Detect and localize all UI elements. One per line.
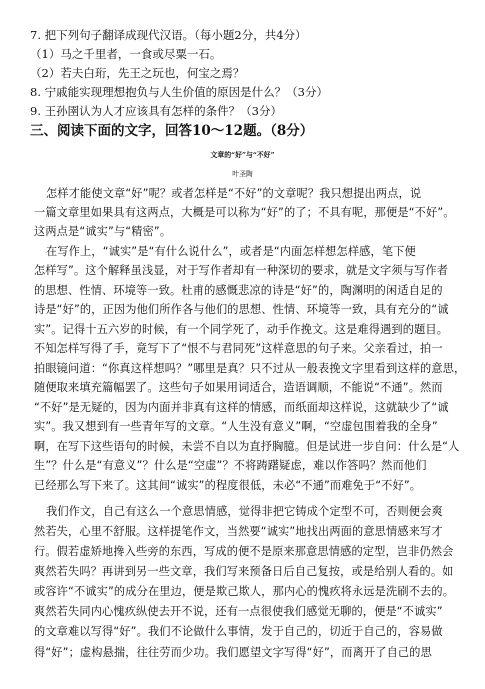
question-7-2: （2）若夫白珩，先王之玩也，何宝之焉？ [30,66,245,80]
paragraph-line: 怎样才能使文章“好”呢？或者怎样是“不好”的文章呢？我只想提出两点，说 [46,187,422,200]
paragraph-line: 随便取来填充篇幅罢了。这些句子如果用词适合，造语调顺，不能说“不通”。然而 [34,381,443,394]
paragraph-line: 爽然若失吗？再讲到另一些文章，我们写来预备日后自己复按，或是给别人看的。如 [34,565,454,578]
paragraph-line: 一篇文章里如果具有这两点，大概是可以称为“好”的了；不具有呢，那便是“不好”。 [34,206,455,219]
section-heading: 三、阅读下面的文字，回答10～12题。（8分） [30,123,314,139]
paragraph-line: 的思想、性情、环境等一致。杜甫的感慨悲凉的诗是“好”的，陶渊明的闲适自足的 [34,284,443,297]
article-title: 文章的“好”与“不好” [210,151,275,159]
paragraph-line: 或容许“不诚实”的成分在里边，便是欺己欺人，那内心的愧疚将永远是洗刷不去的。 [34,585,455,598]
question-7-1: （1）马之千里者，一食或尽粟一石。 [30,47,222,61]
paragraph-line: 行。假若虚矫地搀入些旁的东西，写成的便不是原来那意思情感的定型，岂非仍然会 [34,545,454,558]
question-8: 8. 宁戚能实现理想抱负与人生价值的原因是什么？（3分） [30,85,328,99]
paragraph-line: 在写作上，“诚实”是“有什么说什么”，或者是“内面怎样想怎样感，笔下便 [46,245,416,258]
paragraph-line: 啊，在写下这些语句的时候，未尝不自以为直抒胸臆。但是试进一步自问：什么是“人 [34,440,460,453]
paragraph-line: 已经那么写下来了。这其间“诚实”的程度很低，未必“不通”而难免于“不好”。 [34,479,422,492]
paragraph-line: 拍眼镜问道：“你真这样想吗？”哪里是真？只不过从一般表挽文字里看到这样的意思， [34,362,466,375]
paragraph-line: 怎样写”。这个解释虽浅显，对于写作者却有一种深切的要求，就是文字须与写作者 [34,264,449,277]
question-9: 9. 王孙圉认为人才应该具有怎样的条件？（3分） [30,104,282,118]
paragraph-line: 爽然若失同内心愧疚纵使去开不说，还有一点很使我们感觉无聊的，便是“不诚实” [34,605,443,618]
paragraph-line: 然若失，心里不舒服。这样提笔作文，当然要“诚实”地找出两面的意思情感来写才 [34,525,443,538]
paragraph-line: 的文章难以写得“好”。我们不论做什么事情，发于自己的，切近于自己的，容易做 [34,625,443,638]
paragraph-line: 得“好”；虚构悬揣，往往劳而少功。我们愿望文字写得“好”，而离开了自己的思 [34,646,432,659]
article-author: 叶圣陶 [232,170,253,178]
paragraph-line: 不知怎样写得了手，竟写下了“恨不与君同死”这样意思的句子来。父亲看过，拍一 [34,342,443,355]
paragraph-line: 这两点是“诚实”与“精密”。 [34,225,172,238]
paragraph-line: 我们作文，自己有这么一个意思情感，觉得非把它铸成个定型不可，否则便会爽 [46,505,443,518]
question-7: 7. 把下列句子翻译成现代汉语。（每小题2分，共4分） [30,28,307,42]
paragraph-line: “不好”是无疑的，因为内面并非真有这样的情感，而纸面却这样说，这就缺少了“诚 [34,401,449,414]
paragraph-line: 实”。我又想到有一些青年写的文章。“人生没有意义”啊，“空虚包围着我的全身” [34,420,438,433]
paragraph-line: 实”。记得十五六岁的时候，有一个同学死了，动手作挽文。这是难得遇到的题目。 [34,323,449,336]
paragraph-line: 生”？什么是“有意义”？什么是“空虚”？不将踌躇疑虑，难以作答吗？然而他们 [34,459,427,472]
paragraph-line: 诗是“好”的，正因为他们所作各与他们的思想、性情、环境等一致，具有充分的“诚 [34,303,449,316]
